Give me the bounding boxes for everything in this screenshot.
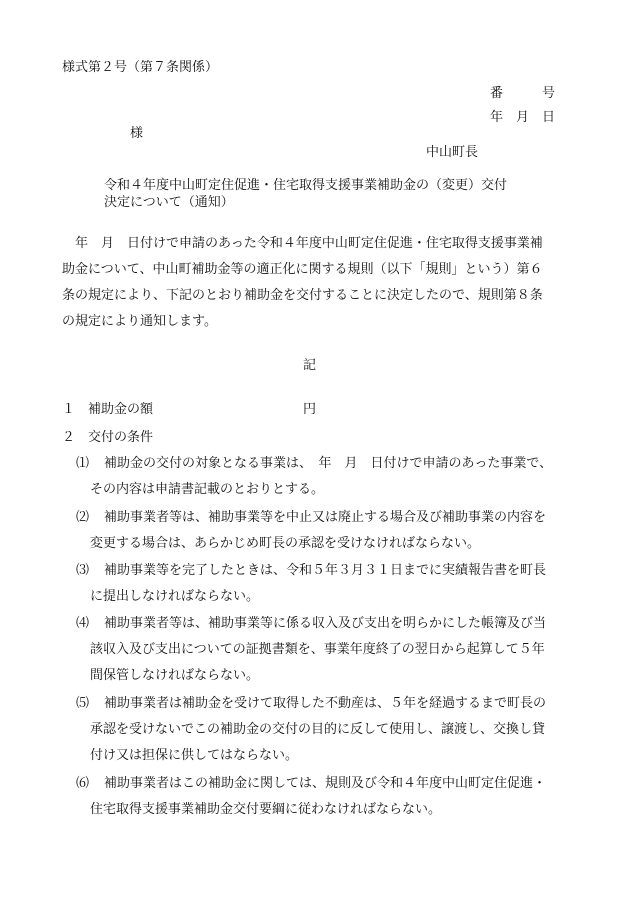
item1-label: １ 補助金の額 — [62, 402, 154, 417]
condition-number: ⑷ — [76, 616, 90, 631]
condition-line: 補助事業者等は、補助事業等を中止又は廃止する場合及び補助事業の内容を — [104, 510, 547, 525]
condition-line: 補助事業等を完了したときは、令和５年３月３１日までに実績報告書を町長 — [104, 563, 547, 578]
condition-line: 該収入及び支出についての証拠書類を、事業年度終了の翌日から起算して５年 — [90, 642, 545, 657]
condition-number: ⑹ — [76, 776, 90, 791]
condition-number: ⑶ — [76, 563, 90, 578]
notice-title-line1: 令和４年度中山町定住促進・住宅取得支援事業補助金の（変更）交付 — [104, 178, 508, 193]
body-line: 助金について、中山町補助金等の適正化に関する規則（以下「規則」という）第６ — [62, 262, 543, 277]
document-date: 年 月 日 — [490, 110, 556, 125]
item1-unit: 円 — [303, 402, 317, 417]
body-line: 年 月 日付けで申請のあった令和４年度中山町定住促進・住宅取得支援事業補 — [62, 236, 543, 251]
condition-line: 住宅取得支援事業補助金交付要綱に従わなければならない。 — [90, 802, 442, 817]
body-line: 条の規定により、下記のとおり補助金を交付することに決定したので、規則第８条 — [62, 288, 543, 303]
condition-line: に提出しなければならない。 — [90, 589, 260, 604]
condition-number: ⑵ — [76, 510, 90, 525]
condition-line: その内容は申請書記載のとおりとする。 — [90, 482, 325, 497]
condition-line: 補助事業者等は、補助事業等に係る収入及び支出を明らかにした帳簿及び当 — [104, 616, 547, 631]
condition-line: 変更する場合は、あらかじめ町長の承認を受けなければならない。 — [90, 536, 481, 551]
body-line: の規定により通知します。 — [62, 314, 217, 329]
condition-number: ⑴ — [76, 456, 90, 471]
issuer-name: 中山町長 — [426, 145, 479, 160]
addressee-suffix: 様 — [130, 126, 144, 141]
ki-heading: 記 — [303, 358, 317, 373]
condition-line: 付け又は担保に供してはならない。 — [90, 748, 299, 763]
item2-label: ２ 交付の条件 — [62, 430, 154, 445]
document-number: 番 号 — [490, 86, 556, 101]
condition-line: 補助事業者はこの補助金に関しては、規則及び令和４年度中山町定住促進・ — [104, 776, 547, 791]
condition-line: 承認を受けないでこの補助金の交付の目的に反して使用し、譲渡し、交換し貸 — [90, 722, 546, 737]
notice-title-line2: 決定について（通知） — [104, 195, 234, 210]
form-label: 様式第２号（第７条関係） — [62, 60, 219, 75]
condition-line: 補助事業者は補助金を受けて取得した不動産は、５年を経過するまで町長の — [104, 696, 547, 711]
condition-line: 間保管しなければならない。 — [90, 668, 260, 683]
condition-line: 補助金の交付の対象となる事業は、 年 月 日付けで申請のあった事業で、 — [104, 456, 553, 471]
condition-number: ⑸ — [76, 696, 90, 711]
